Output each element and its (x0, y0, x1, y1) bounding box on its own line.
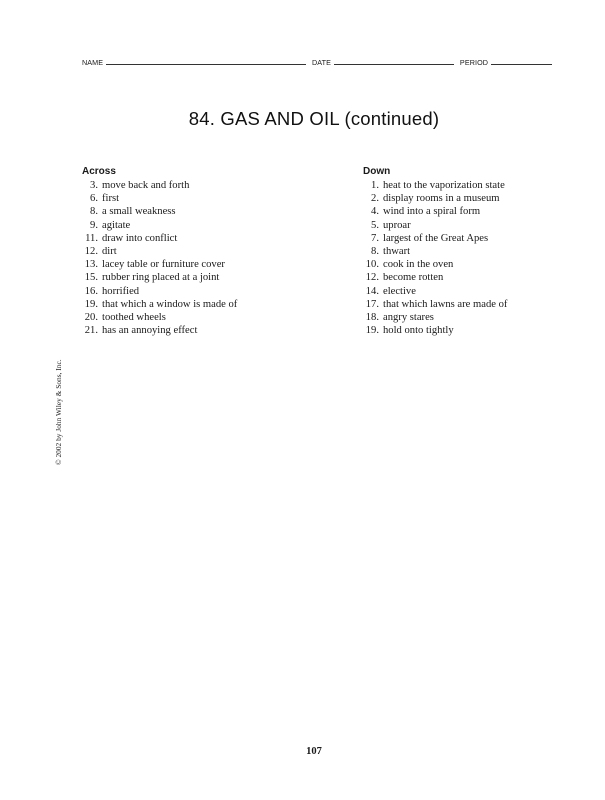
clue-item (82, 232, 332, 245)
clue-item (82, 271, 332, 284)
clue-text: agitate (102, 219, 131, 231)
clue-text: dirt (102, 246, 117, 258)
clue-text: angry stares (383, 312, 434, 324)
clue-number: 19. (365, 325, 379, 337)
clue-text: thwart (383, 246, 411, 258)
clue-text: has an annoying effect (102, 325, 198, 337)
name-field-line[interactable] (106, 64, 306, 65)
clue-number: 7. (371, 232, 379, 244)
clue-item (82, 192, 332, 205)
clue-text: cook in the oven (383, 259, 454, 271)
clue-text: hold onto tightly (383, 325, 454, 337)
clue-item (363, 298, 593, 311)
clue-number: 15. (84, 272, 98, 284)
clue-item (363, 245, 593, 258)
clue-text: that which a window is made of (102, 298, 238, 310)
clue-item (363, 232, 593, 245)
clue-text: that which lawns are made of (383, 298, 508, 310)
name-label: NAME (82, 57, 104, 67)
clue-number: 3. (90, 180, 98, 191)
clue-text: heat to the vaporization state (383, 180, 505, 191)
clue-number: 8. (371, 246, 379, 258)
page-title: 84. GAS AND OIL (continued) (188, 108, 440, 129)
clue-number: 18. (365, 312, 379, 324)
clue-number: 21. (84, 325, 98, 337)
clue-item (363, 258, 593, 271)
clue-item (363, 205, 593, 218)
clue-item (82, 298, 332, 311)
clue-number: 17. (365, 298, 379, 310)
clue-item (82, 258, 332, 271)
down-clues-column (363, 166, 593, 337)
clue-item (363, 192, 593, 205)
clue-item (363, 179, 593, 192)
clue-item (82, 219, 332, 232)
clue-text: first (102, 193, 120, 205)
down-heading: Down (363, 166, 391, 177)
date-label: DATE (311, 57, 332, 67)
clue-item (82, 324, 332, 337)
period-label: PERIOD (459, 57, 489, 67)
clue-item (363, 285, 593, 298)
copyright-notice: © 2002 by John Wiley & Sons, Inc. (54, 359, 63, 465)
clue-text: display rooms in a museum (383, 193, 500, 205)
clue-number: 4. (371, 206, 379, 218)
clue-item (363, 324, 593, 337)
clue-item (82, 205, 332, 218)
clue-number: 20. (84, 312, 98, 324)
clue-number: 8. (90, 206, 98, 218)
clue-text: lacey table or furniture cover (102, 259, 225, 271)
clue-number: 6. (90, 193, 98, 205)
clue-number: 12. (84, 246, 98, 258)
period-field-line[interactable] (491, 64, 552, 65)
clue-text: draw into conflict (102, 232, 178, 244)
clue-number: 13. (84, 259, 98, 271)
clue-text: uproar (383, 219, 411, 231)
date-field-line[interactable] (334, 64, 454, 65)
clue-number: 10. (365, 259, 379, 271)
page-number: 107 (306, 746, 322, 757)
across-heading: Across (82, 166, 116, 177)
clue-number: 19. (84, 298, 98, 310)
clue-number: 1. (371, 180, 379, 191)
clue-text: largest of the Great Apes (383, 232, 489, 244)
clue-number: 5. (371, 219, 379, 231)
clue-item (82, 179, 332, 192)
clue-item (363, 219, 593, 232)
clue-text: wind into a spiral form (383, 206, 481, 218)
clue-item (82, 285, 332, 298)
clue-text: rubber ring placed at a joint (102, 272, 220, 284)
clue-number: 11. (85, 232, 98, 244)
clue-text: elective (383, 285, 416, 297)
across-clues-column (82, 166, 332, 337)
clue-item (363, 271, 593, 284)
clue-text: become rotten (383, 272, 444, 284)
clue-number: 14. (365, 285, 379, 297)
clue-number: 2. (371, 193, 379, 205)
clue-number: 12. (365, 272, 379, 284)
clue-item (82, 311, 332, 324)
clue-text: toothed wheels (102, 312, 166, 324)
clue-number: 16. (84, 285, 98, 297)
clue-text: move back and forth (102, 180, 190, 191)
clue-item (363, 311, 593, 324)
worksheet-header (82, 52, 552, 66)
clue-text: horrified (102, 285, 140, 297)
clue-text: a small weakness (102, 206, 176, 218)
clue-number: 9. (90, 219, 98, 231)
clue-item (82, 245, 332, 258)
